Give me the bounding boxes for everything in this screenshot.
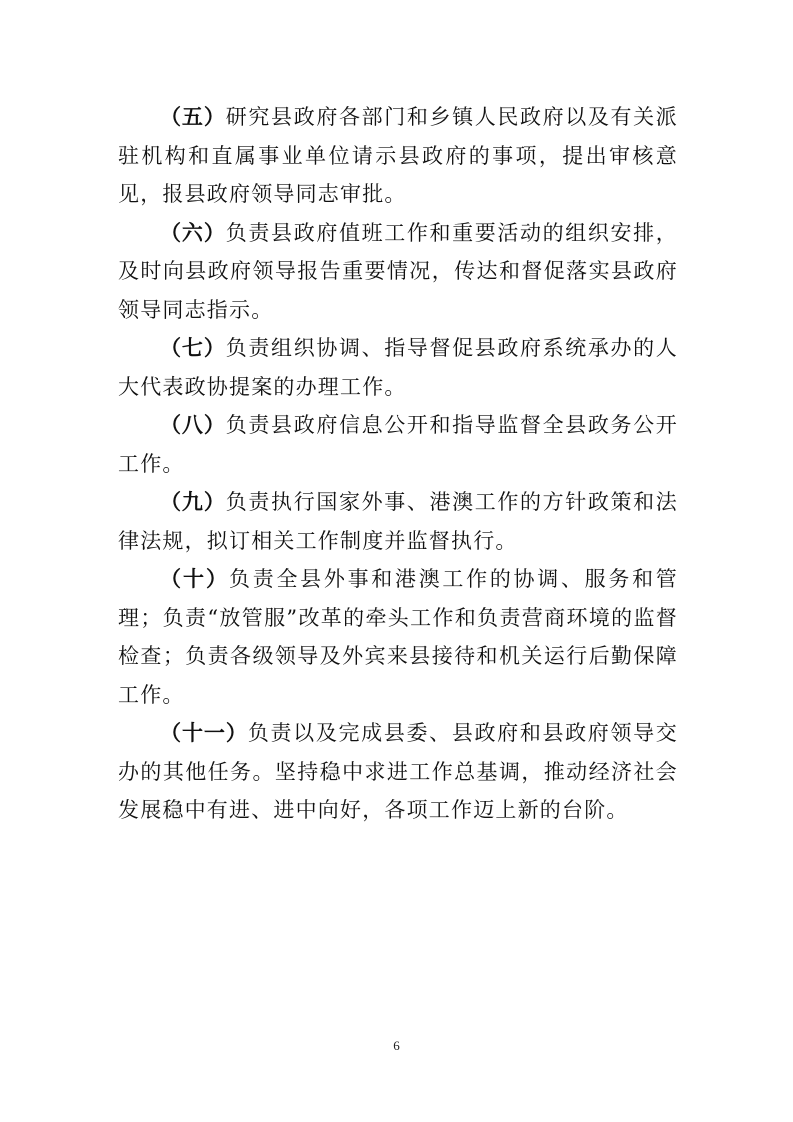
paragraph-7 <box>118 329 678 406</box>
item-number-9: （九） <box>160 489 226 514</box>
item-number-8: （八） <box>160 412 226 437</box>
item-number-5: （五） <box>160 104 226 129</box>
item-text-5: 研究县政府各部门和乡镇人民政府以及有关派驻机构和直属事业单位请示县政府的事项，提出审核意见，报县政府领导同志审批。 <box>118 105 678 206</box>
item-text-10: 负责全县外事和港澳工作的协调、服务和管理；负责“放管服”改革的牵头工作和负责营商环境的监督检查；负责各级领导及外宾来县接待和机关运行后勤保障工作。 <box>118 567 678 707</box>
item-number-10: （十） <box>160 566 230 591</box>
item-text-6: 负责县政府值班工作和重要活动的组织安排，及时向县政府领导报告重要情况，传达和督促落实县政府领导同志指示。 <box>118 220 678 322</box>
paragraph-8 <box>118 406 678 483</box>
paragraph-10 <box>118 560 678 714</box>
paragraph-11 <box>118 714 678 830</box>
body-text <box>118 98 678 830</box>
item-text-11: 负责以及完成县委、县政府和县政府领导交办的其他任务。坚持稳中求进工作总基调，推动经济社会发展稳中有进、进中向好，各项工作迈上新的台阶。 <box>118 721 678 822</box>
item-number-11: （十一） <box>160 720 248 745</box>
paragraph-6 <box>118 214 678 330</box>
item-number-7: （七） <box>160 335 226 360</box>
item-text-8: 负责县政府信息公开和指导监督全县政务公开工作。 <box>118 413 678 476</box>
item-text-9: 负责执行国家外事、港澳工作的方针政策和法律法规，拟订相关工作制度并监督执行。 <box>118 490 678 553</box>
page-number: 6 <box>393 1038 400 1053</box>
paragraph-9 <box>118 483 678 560</box>
item-number-6: （六） <box>160 219 226 245</box>
paragraph-5 <box>118 98 678 214</box>
item-text-7: 负责组织协调、指导督促县政府系统承办的人大代表政协提案的办理工作。 <box>118 336 678 399</box>
